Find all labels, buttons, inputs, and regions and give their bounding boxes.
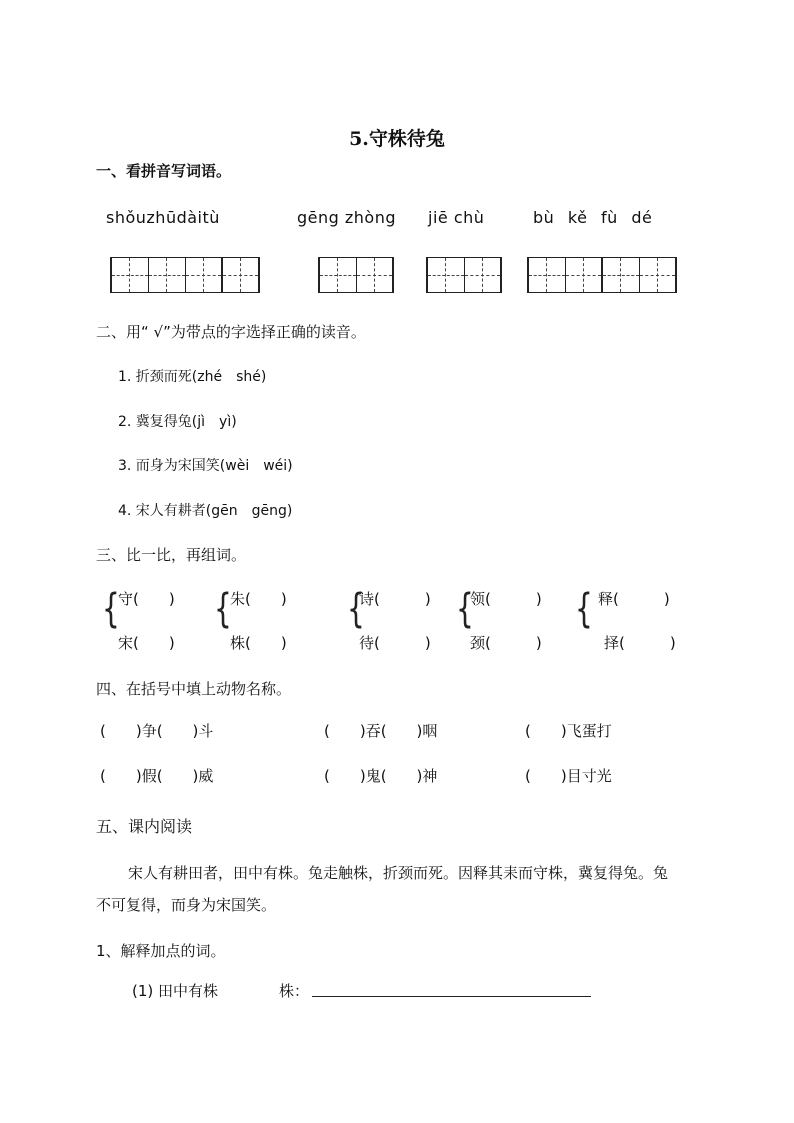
brace-icon: { [214, 586, 232, 632]
question-1: 1、解释加点的词。 [96, 942, 226, 960]
compare-bottom-3: 待( ) [359, 634, 431, 652]
grid-cell[interactable] [529, 257, 566, 293]
grid-cell[interactable] [566, 257, 603, 293]
section3-heading: 三、比一比，再组词。 [96, 546, 247, 564]
answer-line[interactable] [312, 996, 591, 997]
section1-heading: 一、看拼音写词语。 [96, 162, 232, 180]
pinyin-3: jiē chù [428, 208, 485, 227]
writing-grid-4[interactable] [527, 257, 677, 293]
reading-item-3: 3. 而身为宋国笑(wèi wéi) [118, 458, 293, 474]
compare-top-5: 释( ) [598, 590, 670, 608]
grid-cell[interactable] [149, 257, 186, 293]
passage-line-2: 不可复得，而身为宋国笑。 [96, 896, 277, 914]
reading-item-4: 4. 宋人有耕者(gēn gēng) [118, 503, 293, 519]
grid-cell[interactable] [465, 257, 502, 293]
idiom-3: ( )飞蛋打 [525, 722, 612, 740]
grid-cell[interactable] [320, 257, 357, 293]
pinyin-1: shǒuzhūdàitù [106, 208, 220, 227]
writing-grid-2[interactable] [318, 257, 394, 293]
section4-heading: 四、在括号中填上动物名称。 [96, 680, 292, 698]
grid-cell[interactable] [357, 257, 394, 293]
compare-bottom-5: 择( ) [604, 634, 676, 652]
brace-icon: { [347, 586, 365, 632]
idiom-2: ( )吞( )咽 [324, 722, 438, 740]
brace-icon: { [456, 586, 474, 632]
compare-bottom-4: 颈( ) [470, 634, 542, 652]
grid-cell[interactable] [186, 257, 223, 293]
grid-cell[interactable] [112, 257, 149, 293]
reading-item-1: 1. 折颈而死(zhé shé) [118, 369, 267, 385]
grid-cell[interactable] [223, 257, 260, 293]
idiom-1: ( )争( )斗 [100, 722, 214, 740]
compare-top-4: 领( ) [470, 590, 542, 608]
section5-heading: 五、课内阅读 [96, 817, 193, 836]
grid-cell[interactable] [640, 257, 677, 293]
idiom-4: ( )假( )威 [100, 767, 214, 785]
brace-icon: { [575, 586, 593, 632]
pinyin-2: gēng zhòng [297, 208, 397, 227]
writing-grid-1[interactable] [110, 257, 260, 293]
grid-cell[interactable] [428, 257, 465, 293]
idiom-5: ( )鬼( )神 [324, 767, 438, 785]
idiom-6: ( )目寸光 [525, 767, 612, 785]
compare-top-2: 朱( ) [230, 590, 287, 608]
brace-icon: { [102, 586, 120, 632]
question-1-1-answer-label: 株： [279, 982, 310, 1000]
passage-line-1: 宋人有耕田者，田中有株。兔走触株，折颈而死。因释其耒而守株，冀复得兔。兔 [128, 864, 669, 882]
reading-item-2: 2. 冀复得兔(jì yì) [118, 414, 237, 430]
compare-bottom-1: 宋( ) [118, 634, 175, 652]
compare-bottom-2: 株( ) [230, 634, 287, 652]
writing-grid-3[interactable] [426, 257, 502, 293]
compare-top-3: 诗( ) [359, 590, 431, 608]
page-title: 5.守株待兔 [349, 128, 445, 150]
compare-top-1: 守( ) [118, 590, 175, 608]
question-1-1-label: (1) 田中有株 [132, 982, 219, 1000]
pinyin-4: bù kě fù dé [533, 208, 653, 227]
section2-heading: 二、用“ √”为带点的字选择正确的读音。 [96, 323, 366, 341]
grid-cell[interactable] [603, 257, 640, 293]
